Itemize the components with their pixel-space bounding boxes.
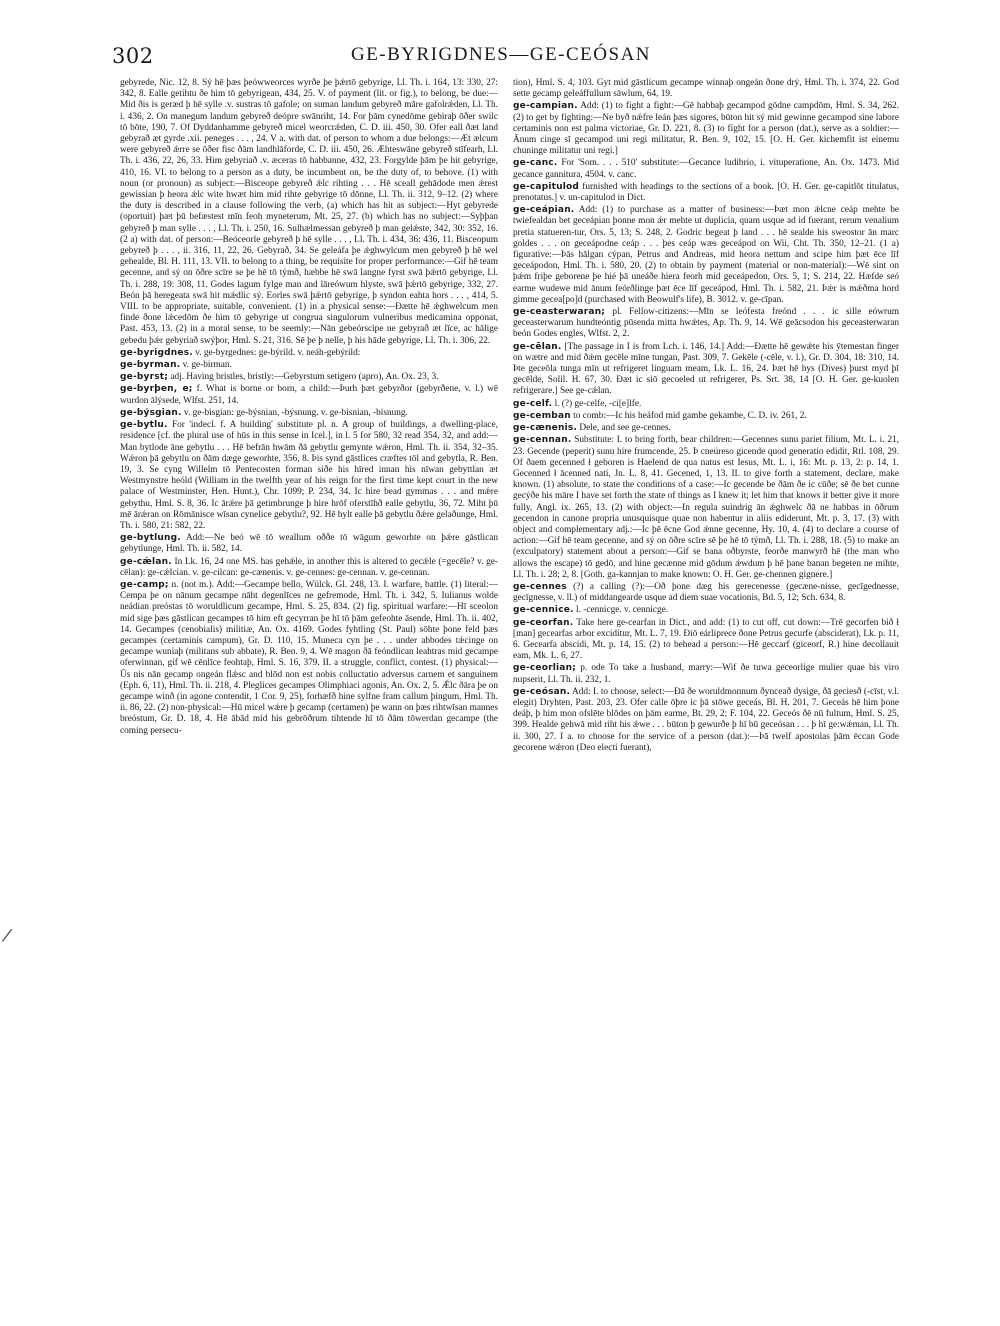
entry-headword: ge-byrigdnes. bbox=[120, 347, 193, 358]
entry-text: v. ge-byrgednes: ge-býrild. v. neáh-gebýrild: bbox=[195, 347, 361, 358]
entry-text: gebyrede, Nic. 12, 8. Sý hē þæs þeówweorces wyrðe þe þǽrtō gebyrige, Ll. Th. i. 164, 13: 330, 27: 342, 8. Ealle getihtu ðe him tō gebyrigean, 434, 25. V. of payment (lit. or fig.), to belong, be due:—Mid ðis is geræd þ hē sylle .v. sustras tō gafole; on suman landum gebyreð māre gafolrǽden, Ll. Th. i. 436, 2. On manegum landum gebyreð deópre swānriht, 14. For þām cynedōme gebiraþ ōðer swilc tō bōte, 190, 7. Of Dyddanhamme gebyreð micel weorcrǽden, C. D. iii. 450, 30. Ofer eall ðæt land gebyrað æt gyrde .xii. peneges . . . , 24. V a. with dat. of person to whom a due belongs:—Æt ælcum were gebyreð ǽrre se ōðer fisc ðām landhlāforde, C. D. iii. 450, 26. Æhteswāne gebyreð stīfearh, Ll. Th. i. 436, 22, 26, 33. Him gebyriað .v. æceras tō habbanne, 432, 23. Forgylde þām þe hit gebyrige, 410, 16. VI. to belong to a person as a duty, be incumbent on, be the duty of, to behove. (1) with noun (or pronoun) as subject:—Bisceope gebyreð ǽlc rihting . . . Hē sceall gehādode men ǽrest gewissian þ heora ǽlc wite hwæt him mid rihte gebyrige tō dōnne, Ll. Th. ii. 312, 9–12. (2) where the duty is described in a clause following the verb, (a) which has hit as subject:—Hyt gebyrede (oportuit) þæt þū befæstest mīn feoh myneterum, Mt. 25, 27. (b) which has no subject:—Syþþan gebyreð þ man sylle . . . , Ll. Th. i. 250, 16. Sulhælmessan gebyreð þ man gelǽste, 342, 30: 352, 16. (2 a) with dat. of person:—Beóceorle gebyreð þ hē sylle . . . , Ll. Th. i. 434, 36: 436, 11. Bisceopum gebyreð þ . . . , ii. 316, 11, 22, 26. Gebyrað, 34. Se geleáfa þe ǽghwylcum men gebyreð þ hē wel gehealde, Bl. H. 111, 13. VII. to belong to a thing, be requisite for proper performance:—Gif hē team gecenne, and sý on ōðre scīre se þe hē tō týmð, hæbbe hē swā langne fyrst swā þǽrtō gebyrige, Ll. Th. i. 288, 19: 308, 11. Godes lagum fylge man and lāreówum hlyste, swā þǽrtō gebyrige, 332, 27. Beón þā heregeata swā hit mǽdlic sý. Eorles swā þǽrtō gebyrige, þ syndon eahta hors . . . , 414, 5. VIII. to be appropriate, suitable, convenient. (1) in a physical sense:—Ðætte hē ǽghwelcum men finde ðone lǽcedōm ðe him tō gebyrige ut congrua singulorum vulneribus medicamina opponat, Past. 453, 13. (2) in a moral sense, to be seemly:—Nān gebeórscipe ne gebyrað æt līce, ac hālige gebedu þǽr gebyriað swýþor, Hml. S. 21, 316. Sē þe þ nelle, þ his hāde gebyrige, Ll. Th. i. 306, 22. bbox=[120, 78, 498, 346]
entry-headword: ge-býsgian. bbox=[120, 407, 182, 418]
entry-text: tion), Hml. S. 4, 103. Gyt mid gāstlicum gecampe winnaþ ongeán ðone drý, Hml. Th. i. 374, 22. God sette gecamp geleáffullum sāwlum, 64, 19. bbox=[513, 78, 899, 100]
margin-mark: / bbox=[0, 924, 14, 947]
entry-text: For 'indecl. f. A building' substitute pl. n. A group of buildings, a dwelling-place, residence [cf. the plural use of hūs in this sense in Icel.], in l. 5 for 580, 32 read 354, 32, and add:—Man bytlode āne gebytlu . . . Hē befrān hwām ðā gebytlu gemynte wǽron, Hml. Th. ii. 354, 32–35. Wǽron þā gebytlu on ðām dæge geworhte, 356, 8. Þis synd gāstlices cræftes tōl and gebytla, R. Ben. 19, 3. Se cyng Willelm tō Pentecosten forman siðe his hīred innan his nīwan gebyttlan æt Westmynstre heóld (William in the twelfth year of his reign for the first time kept court in the new palace of Westminster, Hen. Hunt.), Chr. 1099; P. 234, 34. Ic hire bead gymmas . . . and mǽre gebythu, Hml. S. 8, 36. Ic ārǽre þā getimbrunge þ hire hrōf oferstīhð ealle gebytlu, 36, 72. Miht þū mē ārǽran on Rōmānisce wīsan cynelice gebytlu?, 92. Hē hylt ealle þā gebytlu ðǽre gelaðunge, Hml. Th. i. 580, 21: 582, 22. bbox=[120, 420, 498, 531]
left-column bbox=[120, 78, 498, 1308]
dictionary-entry bbox=[513, 435, 899, 581]
entry-text: l. (?) ge-celfe, -ci[e]lfe. bbox=[554, 398, 642, 409]
entry-headword: ge-cǽlan. bbox=[120, 556, 172, 567]
dictionary-entry bbox=[513, 78, 899, 100]
entry-text: pl. Fellow-citizens:—Mīn se leófesta freónd . . . ic sille eówrum geceasterwarum hundteóntig pūsenda mitta hwǽtes, Ap. Th. 9, 14. Wē geācsodon his geceasterwaran beón Godes engles, Wlfst. 2, 2. bbox=[513, 307, 899, 340]
dictionary-entry bbox=[120, 420, 498, 532]
entry-headword: ge-bytlung. bbox=[120, 533, 181, 544]
entry-text: l. -cennicge. v. cennicge. bbox=[576, 605, 669, 616]
dictionary-entry bbox=[513, 663, 899, 685]
entry-text: Add: (1) to fight a fight:—Gē habbaþ gecampod gōdne campdōm, Hml. S. 34, 262. (2) to get by fighting:—Ne byð nǽfre leán þæs sigores, būton hit sý mid gewinne gecampod sine labore certaminis non est palma victoriae, Gr. D. 221, 8. (3) to fight for a person (dat.), serve as a soldier:—Ānum cinge sī gecampod uni regi militatur, R. Ben. 9, 102, 15. [O. H. Ger. kichemfit ist einemu chuninge militatur uni regi.] bbox=[513, 101, 899, 157]
entry-text: Add: I. to choose, select:—Ðā ðe woruldmonnum ðynceað dysige, ðā geciesð (-cīst, v.l. elegit) Dryhten, Past. 203, 23. Ofer calle ōþre ic þā stōwe geceás, Bl. H. 201, 7. Geceás hē him þone deáþ, þ him mon ofslēte blōdes on þām earme, Bt. 29, 2; F. 104, 22. Geceós ðē nū fultum, Hml. S. 25, 399. Healde gehwā mid riht his ǽwe . . . būton þ gewurðe þ hī bū geceósan . . . þ hī ge:wǽman, Ll. Th. ii. 300, 27. I a. to choose for the service of a person (dat.):—Þā twelf apostolas þām ēccan Gode gecorene wǽron (Deo electi fuerant), bbox=[513, 686, 899, 753]
dictionary-entry bbox=[513, 618, 899, 663]
entry-text: Dele, and see ge-cennes. bbox=[579, 423, 671, 434]
entry-text: (?) a calling (?):—Oð þone dæg his gerecenesse (gecæne-nisse, gecīgednesse, gecīgnesse, v. ll.) of middangearde usque ad diem suae vocationis, Bd. 5, 12; Sch. 634, 8. bbox=[513, 581, 899, 604]
dictionary-entry bbox=[513, 158, 899, 180]
entry-headword: ge-celf. bbox=[513, 398, 553, 409]
entry-text: p. ode To take a husband, marry:—Wif ðe tuwa geceorlige mulier quae bis viro nupserit, Ll. Th. ii. 232, 1. bbox=[513, 663, 899, 685]
dictionary-entry bbox=[120, 384, 498, 406]
entry-headword: ge-cænenis. bbox=[513, 423, 578, 434]
dictionary-entry bbox=[120, 372, 498, 383]
entry-headword: ge-byrman. bbox=[120, 360, 181, 371]
entry-headword: ge-ceasterwaran; bbox=[513, 307, 606, 318]
entry-headword: ge-ceorfan. bbox=[513, 617, 574, 628]
entry-headword: ge-ceápian. bbox=[513, 205, 575, 216]
entry-headword: ge-byrþen, e; bbox=[120, 384, 193, 395]
entry-text: to comb:—Ic his heáfod mid gambe gekambe, C. D. iv. 261, 2. bbox=[573, 410, 807, 421]
entry-headword: ge-camp; bbox=[120, 579, 169, 590]
page-header bbox=[112, 40, 890, 74]
entry-headword: ge-capitulod bbox=[513, 181, 580, 192]
dictionary-entry bbox=[513, 307, 899, 341]
entry-headword: ge-campian. bbox=[513, 101, 578, 112]
page-number: 302 bbox=[112, 44, 154, 68]
entry-headword: ge-cennice. bbox=[513, 605, 574, 616]
entry-text: Substitute: I. to bring forth, bear children:—Gecennes sunu pariet filium, Mt. L. i. 21, 23. Gecende (peperit) sunu hire frumcende, 25. Þ cneúreso gicende quod generatio edidit, Rtl. 108, 29. Of ðaem gecenned ł geboren is Haelend de qua natus est Iesus, Mt. L. i, 16: Mt. p. 13, 2: p. 14, 1. Gecenned ł ācenned nati, Jn. L. 8, 41. Gecened, 1, 13. II. to give forth a statement, declare, make known. (1) absolute, to state the conditions of a case:—Ic gecende be ðām ðe ic cūðe; sē ðe bet cunne gecýðe his māre I have set forth the state of things as I knew it; let him that knows it better give it more fully, Angl. ix. 265, 13. (2) with object:—In regula suindrig ān ǽghwelc ðā ne habbas in ōðrum gecendon in canone propria unusquisque quae non habentur in aliis ediderunt, Mt. p. 3, 17. (3) with object and complementary adj.:—Ic þē ēcne God ǽnne gecenne, Hy. 10, 4. (4) to declare a course of action:—Gif hē team gecenne, and sý on ōðre scīre sē þe hē tō týmð, Ll. Th. i. 288, 18. (5) to make an (exculpatory) statement about a person:—Gif se bana oðbyrste, feorðe manwyrð hē (the man who allows the escape) tō gedō, and hine gecænne mid gōdum ǽwdum þ hē þane banan begeten ne mihte, Ll. Th. i. 28; 2, 8. [Goth. ga-kannjan to make known: O. H. Ger. ge-chennen gignere.] bbox=[513, 435, 899, 580]
dictionary-entry bbox=[513, 687, 899, 754]
entry-text: f. What is borne or born, a child:—Þurh þæt gebyrðor (gebyrðene, v. l.) wē wurdon ālýsede, Wlfst. 251, 14. bbox=[120, 384, 498, 406]
entry-text: In Lk. 16, 24 one MS. has gehǽle, in another this is altered to gecǽle (=gecēle? v. ge-cēlan): ge-cǽlcian. v. ge-cilcan: ge-cænenis. v. ge-cennes: ge-cennan. v. ge-cennan. bbox=[120, 556, 498, 578]
dictionary-entry bbox=[513, 423, 899, 434]
dictionary-entry bbox=[120, 557, 498, 579]
dictionary-entry bbox=[120, 408, 498, 419]
dictionary-entry bbox=[513, 182, 899, 204]
entry-text: v. ge-bisgian: ge-býsnian, -býsnung. v. ge-bisnian, -bisnung. bbox=[183, 407, 408, 418]
entry-headword: ge-canc. bbox=[513, 158, 558, 169]
running-title: GE-BYRIGDNES—GE-CEÓSAN bbox=[350, 44, 652, 65]
entry-text: adj. Having bristles, bristly:—Gebyrstum setigero (apro), An. Ox. 23, 3. bbox=[170, 372, 439, 383]
dictionary-entry bbox=[513, 411, 899, 422]
entry-text: Add: (1) to purchase as a matter of business:—Þæt mon ǽlcne ceáp mehte be twiefealdan bet geceápian þonne mon ǽr mehte ut duplicia, quam usque ad id fuerant, rerum venalium pretia statueren-tur, Ors. 5, 13; S. 248, 2. Godric begeat þ land . . . hē sealde his sweostor ān marc goldes . . . on geceápodne ceáp . . . þes ceáp wæs geceápod on Wii, Cht. Th. 350, 12–21. (1 a) figurative:—Þās hālgan cýpan, Petrus and Andreas, mid heora nettum and scipe him þæt ēce līf geceápodon, Hml. Th. i. 580, 20. (2) to obtain by payment (material or non-material):—Wē sint on þǽm friþe geborene þe hié þā uneáðe hiera feorh mid geceápedon, Ors. 5, 1; S. 214, 22. Hæfde seó earme wudewe mid ānum feórðlinge þæt ēce līf geceápod, Hml. Th. i. 582, 21. Þǽr is mǽðma hord gimme gecea[po]d (purchased with Beowulf's life), B. 3012. v. ge-cīpan. bbox=[513, 205, 899, 305]
dictionary-entry bbox=[120, 533, 498, 555]
entry-text: [The passage in I is from Lch. i. 146, 14.] Add:—Ðætte hē gewǽte his ȳtemestan finger on wætre and mid ðǽm gecēle mīne tungan, Past. 309, 7. Gekēle (-cēle, v. l.), Gr. D. 304, 18: 310, 14. Þte geceōla tunga mīn ut refrigeret linguam meam, Lk. L. 16, 24. Þæt hē hys (Dives) þurst myd þī gecēlde, Solil. H. 67, 30. Ðæt ic siō gecoeled ut refrigerer, Ps. Srt. 38, 14 [O. H. Ger. ge-kuolen refrigerare.] See ge-cǽlan. bbox=[513, 341, 899, 397]
entry-headword: ge-cēlan. bbox=[513, 341, 562, 352]
entry-headword: ge-bytlu. bbox=[120, 420, 168, 431]
entry-text: For 'Som. . . . 510' substitute:—Gecance ludibrio, i. vituperatione, An. Ox. 1473. Mid gecance gannitura, 4504. v. canc. bbox=[513, 158, 899, 180]
entry-headword: ge-byrst; bbox=[120, 372, 169, 383]
entry-text: n. (not m.). Add:—Gecampe bello, Wülck. Gl. 248, 13. I. warfare, battle. (1) literal:—Cempa þe on nānum gecampe nāht degenlīces ne gefremode, Hml. Th. i. 342, 5. Iulianus wolde neádian preóstas tō woruldlicum gecampe, Hml. S. 25, 834. (2) fig. spiritual warfare:—Hī sceolon mid sige þæs gāstlican gecampes tō him eft gecyrran þe hī tō þām gefeohte āsende, Hml. Th. ii. 402, 14. Gecampes (cenobialis) militiæ, An. Ox. 4169. Godes fyhtling (St. Paul) sōhte þone feld þæs gecampes (certaminis campum), Gr. D. 110, 15. Muneca cyn þe . . . under abbodes tǽcinge on gecampe wuniaþ (militans sub abbate), R. Ben. 9, 4. Wē magon ðā feóndlican leahtras mid gecampe oferwinnan, gif wē cēnlīce feohtaþ, Hml. S. 16, 379. II. a struggle, conflict, contest. (1) physical:—Ūs nis nān gecamp ongeán flǽsc and blōd non est nobis colluctatio adversus carnem et sanguinem (Eph. 6, 11), Hml. Th. ii. 218, 4. Pleglices gecampes Olimphiaci agonis, An. Ox. 2, 5. Ǽlc ðāra þe on gecampe winð (in agone contendit, 1 Cor. 9, 25), forhæfð hine sylfne fram callum þingum, Hml. Th. ii. 86, 22. (2) non-physical:—Hū micel wǽre þ gecamp (certamen) þe wann on þæs rihtwīsan mannes breóstum, Gr. D. 18, 4. Hē ābād mid his gebrōðrum tihtende hī tō ðām tōwerdan gecampe (the coming persecu- bbox=[120, 579, 498, 736]
entry-text: Take here ge-cearfan in Dict., and add: (1) to cut off, cut down:—Trē gecorfen bið ł [man] gecearfas arbor exciditur, Mt. L. 7, 19. Ðiō eárliprece ðone Petrus gecurfe (absciderat), Lk. p. 11, 6. Gecearfa abscidi, Mt. p. 14, 15. (2) to behead a person:—Hē geccarf (giceorf, R.) hine decollauit eam, Mk. L. 6, 27. bbox=[513, 617, 899, 662]
dictionary-entry bbox=[513, 205, 899, 306]
right-column bbox=[513, 78, 899, 1308]
entry-headword: ge-cennes bbox=[513, 581, 567, 592]
entry-headword: ge-cemban bbox=[513, 410, 571, 421]
dictionary-entry bbox=[513, 605, 899, 616]
dictionary-entry bbox=[513, 101, 899, 157]
entry-headword: ge-ceorlian; bbox=[513, 663, 576, 674]
dictionary-entry bbox=[513, 342, 899, 398]
dictionary-entry bbox=[513, 399, 899, 410]
entry-text: Add:—Ne beó wē tō weallum oððe tō wāgum geworhte on þǽre gāstlican gebytlunge, Hml. Th. ii. 582, 14. bbox=[120, 533, 498, 555]
entry-text: v. ge-birman. bbox=[182, 360, 232, 371]
dictionary-entry bbox=[120, 78, 498, 347]
entry-headword: ge-cennan. bbox=[513, 435, 572, 446]
dictionary-entry bbox=[120, 360, 498, 371]
dictionary-entry bbox=[120, 580, 498, 737]
dictionary-columns bbox=[112, 78, 902, 1308]
dictionary-entry bbox=[513, 582, 899, 604]
dictionary-entry bbox=[120, 348, 498, 359]
entry-headword: ge-ceósan. bbox=[513, 686, 571, 697]
entry-text: furnished with headings to the sections of a book. [O. H. Ger. ge-capitlōt titulatus, prenotatus.] v. un-capitulod in Dict. bbox=[513, 181, 899, 204]
